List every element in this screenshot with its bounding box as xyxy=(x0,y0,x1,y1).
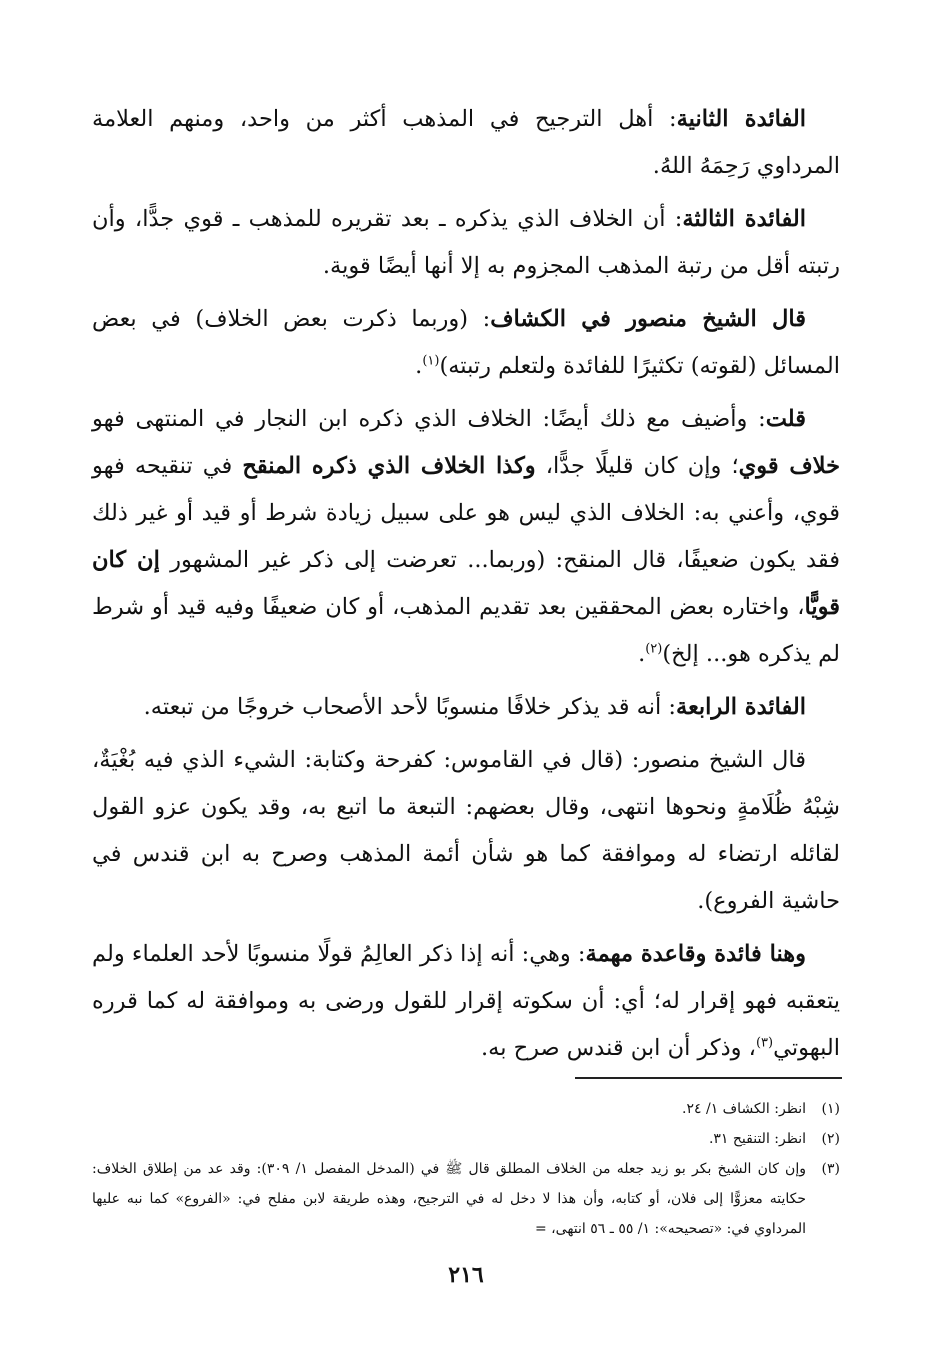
paragraph-text: : وهي: أنه إذا ذكر العالِمُ قولًا منسوبًا لأحد العلماء ولم يتعقبه فهو إقرار له؛ أي: أن سكوته إقرار للقول ورضى به وموافقة له كما قرره البهوتي xyxy=(92,941,840,1061)
paragraph-text: : أهل الترجيح في المذهب أكثر من واحد، ومنهم العلامة المرداوي رَحِمَهُ اللهُ. xyxy=(92,106,840,179)
paragraph-text: : وأضيف مع ذلك أيضًا: الخلاف الذي ذكره ابن النجار في المنتهى فهو xyxy=(92,406,766,432)
paragraph-second-benefit xyxy=(92,96,840,190)
footnote-text: وإن كان الشيخ بكر بو زيد جعله من الخلاف المطلق قال ﷺ في (المدخل المفصل ١/ ٣٠٩): وقد عد من إطلاق الخلاف: حكايته معزوًّا إلى فلان، أو كتابه، وأن هذا لا دخل له في الترجيح، وهذه طريقة لابن مفلح في: «الفروع» كما نبه عليها المرداوي في: «تصحيحه»: ١/ ٥٥ ـ ٥٦ انتهى، = xyxy=(92,1161,806,1237)
footnote xyxy=(92,1154,840,1244)
paragraph-heading: قلت xyxy=(765,406,806,432)
bold-phrase: خلاف قوي xyxy=(738,453,841,479)
bold-phrase: وكذا الخلاف الذي ذكره المنقح xyxy=(242,453,536,479)
paragraph-end: ، وذكر أن ابن قندس صرح به. xyxy=(480,1035,756,1061)
footnote-ref[interactable]: (٢) xyxy=(645,641,663,657)
paragraph-heading: الفائدة الرابعة xyxy=(676,694,806,720)
footnote xyxy=(92,1094,840,1124)
footnote-text: انظر: الكشاف ١/ ٢٤. xyxy=(682,1101,806,1117)
page-number: ٢١٦ xyxy=(448,1262,484,1288)
paragraph-text: في تنقيحه فهو قوي، وأعني به: الخلاف الذي ليس هو على سبيل زيادة شرط أو قيد أو غير ذلك فقد يكون ضعيفًا، قال المنقح: (وربما... تعرضت إلى ذكر غير المشهور xyxy=(92,453,840,573)
bold-phrase: إن كان قويًّا xyxy=(92,547,840,620)
footnote-ref[interactable]: (١) xyxy=(422,353,440,369)
main-text xyxy=(92,96,840,1078)
paragraph-heading: قال الشيخ منصور في الكشاف xyxy=(490,306,806,332)
paragraph-third-benefit xyxy=(92,196,840,290)
paragraph-qamus-quote xyxy=(92,737,840,925)
footnote-number: (٢) xyxy=(821,1131,840,1147)
paragraph-heading: الفائدة الثانية xyxy=(676,106,807,132)
paragraph-fourth-benefit xyxy=(92,684,840,731)
paragraph-qultu xyxy=(92,396,840,678)
paragraph-text: قال الشيخ منصور: (قال في القاموس: كفرحة وكتابة: الشيء الذي فيه بُغْيَةٌ، شِبْهُ ظُلَامةٍ ونحوها انتهى، وقال بعضهم: التبعة ما اتبع به، وقد يكون عزو القول لقائله ارتضاء له وموافقة كما هو شأن أئمة المذهب وصرح به ابن قندس في حاشية الفروع). xyxy=(92,747,840,914)
footnote-separator xyxy=(575,1077,842,1079)
paragraph-heading: وهنا فائدة وقاعدة مهمة xyxy=(585,941,807,967)
footnote-text: انظر: التنقيح ٣١. xyxy=(708,1131,806,1147)
paragraph-text: : (وربما ذكرت بعض الخلاف) في بعض المسائل (لقوته) تكثيرًا للفائدة ولتعلم رتبته) xyxy=(92,306,840,379)
paragraph-end: . xyxy=(415,353,423,379)
paragraph-end: . xyxy=(638,641,646,667)
paragraph-text: ، واختاره بعض المحققين بعد تقديم المذهب، أو كان ضعيفًا وفيه قيد أو شرط لم يذكره هو... إلخ) xyxy=(92,594,840,667)
footnotes xyxy=(92,1094,840,1244)
footnote-ref[interactable]: (٣) xyxy=(755,1035,774,1051)
paragraph-text: : أنه قد يذكر خلافًا منسوبًا لأحد الأصحاب خروجًا من تبعته. xyxy=(143,694,676,720)
paragraph-text: ؛ وإن كان قليلًا جدًّا، xyxy=(535,453,739,479)
footnote-number: (٣) xyxy=(821,1161,840,1177)
paragraph-text: : أن الخلاف الذي يذكره ـ بعد تقريره للمذهب ـ قوي جدًّا، وأن رتبته أقل من رتبة المذهب المجزوم به إلا أنها أيضًا قوية. xyxy=(92,206,840,279)
footnote xyxy=(92,1124,840,1154)
footnote-number: (١) xyxy=(821,1101,840,1117)
paragraph-important-rule xyxy=(92,931,840,1072)
paragraph-kashshaf-quote xyxy=(92,296,840,390)
paragraph-heading: الفائدة الثالثة xyxy=(682,206,806,232)
